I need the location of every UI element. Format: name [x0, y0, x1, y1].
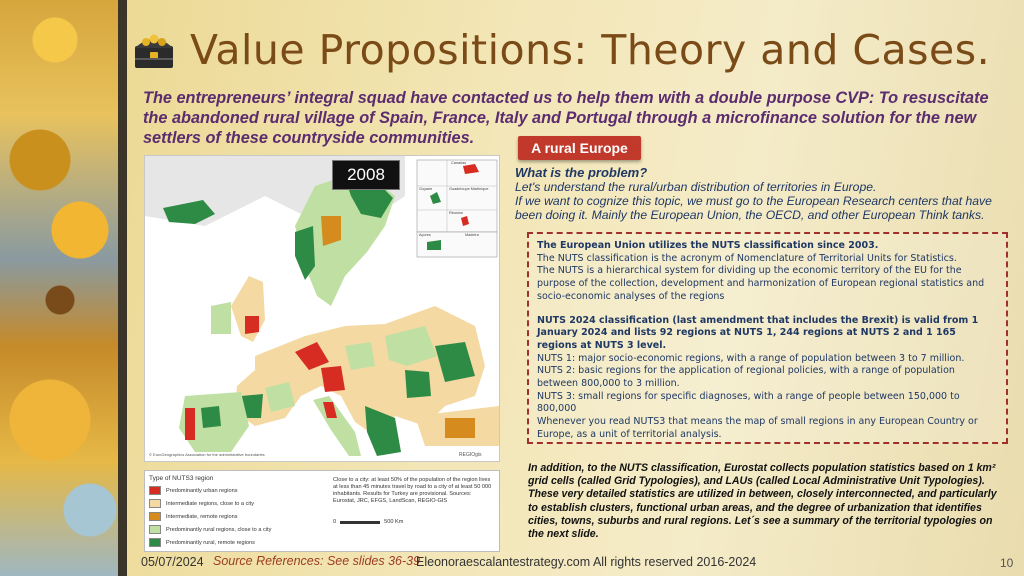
problem-section	[515, 166, 1010, 222]
map-watermark: REGIOgis	[459, 452, 482, 458]
legend-note: Close to a city: at least 50% of the population of the region lives at less than 45 minutes travel by road to a city of at least 50 000 inhabitants. Results for Turkey are provisional. Sources: Eurostat, JRC, EFGS, LandScan, REGIO-GIS	[333, 477, 492, 504]
legend-label: Predominantly rural regions, close to a city	[166, 526, 272, 533]
scale-bar	[333, 519, 403, 525]
nuts-paragraph: The NUTS is a hierarchical system for dividing up the economic territory of the EU for the purpose of the collection, development and harmonization of European regional statistics and socio-economic analyses of the regions	[537, 265, 985, 302]
inset-label: Guyane	[419, 187, 433, 191]
nuts-info-box	[527, 232, 1008, 444]
legend-item	[149, 486, 238, 495]
decorative-flower-image	[0, 0, 118, 576]
eurostat-text: In addition, to the NUTS classification, Eurostat collects population statistics based on 1 km² grid cells (called Grid Typologies), and LAUs (called Local Administrative Unit Typologies). These very detailed statistics are utilized in between, closely interconnected, and particularly to establish clusters, functional urban areas, and the degree of urbanization that identifies cities, towns, suburbs and rural regions. Let´s see a summary of the territorial typologies on the next slide.	[528, 462, 997, 541]
legend-item	[149, 525, 271, 534]
title-row	[132, 26, 990, 74]
slide-title: Value Propositions: Theory and Cases.	[190, 26, 991, 74]
nuts-paragraph: NUTS 2: basic regions for the application of regional policies, with a range of population between 800,000 to 3 million.	[537, 365, 955, 390]
inset-label: Réunion	[449, 211, 464, 215]
footer-source-link[interactable]: Source References: See slides 36-39	[213, 554, 421, 568]
legend-label: Predominantly rural, remote regions	[166, 539, 255, 546]
problem-question: What is the problem?	[515, 165, 648, 180]
nuts-paragraph: NUTS 3: small regions for specific diagnoses, with a range of people between 150,000 to 800,000	[537, 390, 960, 415]
inset-label: Canarias	[451, 161, 467, 165]
legend-swatch	[149, 486, 161, 495]
legend-swatch	[149, 525, 161, 534]
footer-date: 05/07/2024	[141, 555, 204, 569]
nuts-paragraph: The NUTS classification is the acronym of Nomenclature of Territorial Units for Statistics.	[537, 252, 957, 264]
scale-line	[340, 521, 380, 524]
legend-label: Intermediate, remote regions	[166, 513, 238, 520]
footer-copyright: Eleonoraescalantestrategy.com All rights reserved 2016-2024	[416, 555, 757, 569]
year-badge: 2008	[332, 160, 400, 190]
divider-bar	[118, 0, 127, 576]
intro-text: The entrepreneurs’ integral squad have contacted us to help them with a double purpose CVP: To resuscitate the abandoned rural village of Spain, France, Italy and Portugal through a microfinance solution for the new settlers of these countryside communities.	[143, 89, 989, 147]
inset-label: Açores	[419, 233, 431, 237]
map-copyright: © EuroGeographics Association for the administrative boundaries	[149, 452, 265, 457]
nuts-paragraph: The European Union utilizes the NUTS classification since 2003.	[537, 240, 879, 251]
problem-line: If we want to cognize this topic, we must go to the European Research centers that have been doing it. Mainly the European Union, the OECD, and other European Think tanks.	[515, 194, 992, 222]
legend-swatch	[149, 499, 161, 508]
nuts-paragraph: NUTS 1: major socio-economic regions, with a range of population between 3 to 7 million.	[537, 352, 965, 364]
treasure-chest-icon	[132, 28, 176, 72]
legend-title: Type of NUTS3 region	[149, 475, 214, 482]
problem-line: Let's understand the rural/urban distribution of territories in Europe.	[515, 180, 877, 194]
legend-label: Predominantly urban regions	[166, 487, 238, 494]
legend-item	[149, 512, 238, 521]
rural-europe-button[interactable]: A rural Europe	[518, 136, 641, 160]
nuts-paragraph: Whenever you read NUTS3 that means the map of small regions in any European Country or Europe, as a unit of territorial analysis.	[537, 416, 978, 440]
inset-label: Guadeloupe Martinique	[449, 187, 489, 191]
legend-swatch	[149, 512, 161, 521]
legend-swatch	[149, 538, 161, 547]
europe-nuts3-map	[144, 155, 500, 462]
scale-start: 0	[333, 519, 337, 525]
legend-item	[149, 499, 254, 508]
scale-end: 500 Km	[384, 519, 404, 525]
page-number: 10	[1000, 556, 1014, 570]
legend-item	[149, 538, 255, 547]
legend-label: Intermediate regions, close to a city	[166, 500, 254, 507]
map-legend	[144, 470, 500, 552]
nuts-paragraph: NUTS 2024 classification (last amendment that includes the Brexit) is valid from 1 January 2024 and lists 92 regions at NUTS 1, 244 regions at NUTS 2 and 1 165 regions at NUTS 3 level.	[537, 314, 979, 351]
inset-label: Madeira	[465, 233, 479, 237]
